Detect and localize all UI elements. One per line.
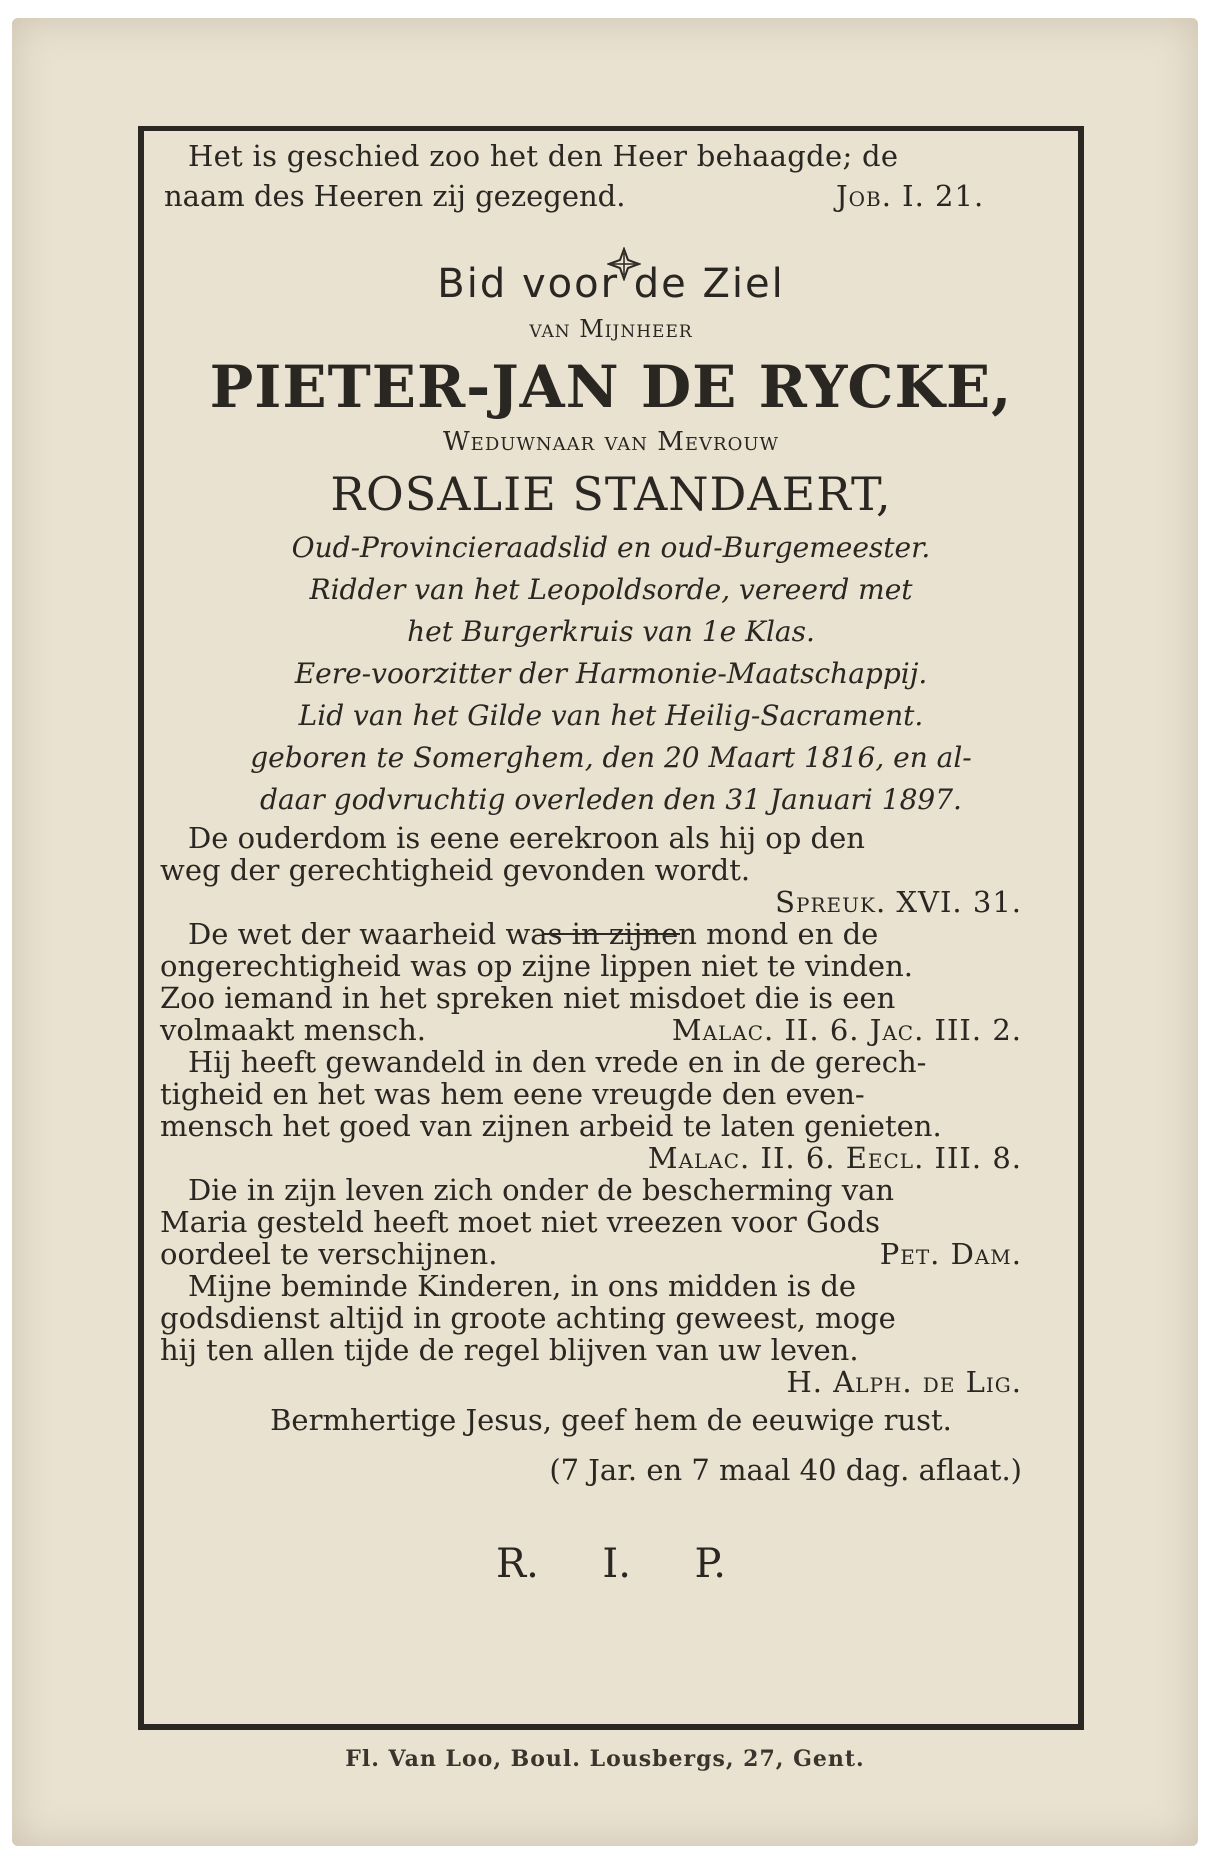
opening-quote-line-1: Het is geschied zoo het den Heer behaagde; de xyxy=(188,139,899,173)
quote-line: mensch het goed van zijnen arbeid te laten genieten. xyxy=(160,1109,942,1143)
title-line: Oud-Provincieraadslid en oud-Burgemeester. xyxy=(291,531,931,564)
quote-line: hij ten allen tijde de regel blijven van uw leven. xyxy=(160,1333,859,1367)
wife-name: ROSALIE STANDAERT, xyxy=(330,467,892,521)
quote-line: Hij heeft gewandeld in den vrede en in de gerech- xyxy=(188,1045,927,1079)
quote-line: ongerechtigheid was op zijne lippen niet te vinden. xyxy=(160,949,913,983)
memorial-card xyxy=(12,18,1198,1846)
title-line: Eere-voorzitter der Harmonie-Maatschappij. xyxy=(294,657,928,690)
quote-reference: H. Alph. de Lig. xyxy=(786,1365,1022,1399)
quote-line: weg der gerechtigheid gevonden wordt. xyxy=(160,853,751,887)
title-line: het Burgerkruis van 1e Klas. xyxy=(407,615,815,648)
rip: R. I. P. xyxy=(495,1541,727,1587)
quote-line: godsdienst altijd in groote achting geweest, moge xyxy=(160,1301,896,1335)
death-line: daar godvruchtig overleden den 31 Januari 1897. xyxy=(260,783,962,816)
opening-quote-line-2: naam des Heeren zij gezegend. xyxy=(164,179,626,213)
title-line: Lid van het Gilde van het Heilig-Sacrament. xyxy=(298,699,924,732)
printer-imprint: Fl. Van Loo, Boul. Lousbergs, 27, Gent. xyxy=(345,1746,865,1772)
quote-line: volmaakt mensch. xyxy=(160,1013,426,1047)
deceased-name: PIETER-JAN DE RYCKE, xyxy=(209,353,1013,421)
quote-line: Mijne beminde Kinderen, in ons midden is de xyxy=(188,1269,857,1303)
quote-line: Zoo iemand in het spreken niet misdoet die is een xyxy=(160,981,896,1015)
opening-quote-reference: Job. I. 21. xyxy=(836,179,985,213)
quote-reference: Spreuk. XVI. 31. xyxy=(775,885,1022,919)
van-mijnheer: van Mijnheer xyxy=(529,315,693,343)
widower-of: Weduwnaar van Mevrouw xyxy=(442,427,780,457)
birth-line: geboren te Somerghem, den 20 Maart 1816, en al- xyxy=(250,741,972,774)
indulgence-note: (7 Jar. en 7 maal 40 dag. aflaat.) xyxy=(549,1453,1022,1487)
card-frame xyxy=(138,126,1084,1730)
quote-line: Maria gesteld heeft moet niet vreezen voor Gods xyxy=(160,1205,881,1239)
quote-line: tigheid en het was hem eene vreugde den even- xyxy=(160,1077,865,1111)
prayer-title: Bid voor de Ziel xyxy=(437,261,785,307)
closing-prayer: Bermhertige Jesus, geef hem de eeuwige rust. xyxy=(270,1403,952,1437)
quote-line: oordeel te verschijnen. xyxy=(160,1237,498,1271)
quote-line: De ouderdom is eene eerekroon als hij op den xyxy=(188,821,865,855)
quote-line: De wet der waarheid was in zijnen mond en de xyxy=(188,917,879,951)
quote-reference: Malac. II. 6. Jac. III. 2. xyxy=(671,1013,1022,1047)
quote-reference: Pet. Dam. xyxy=(879,1237,1022,1271)
quote-reference: Malac. II. 6. Eecl. III. 8. xyxy=(647,1141,1022,1175)
title-line: Ridder van het Leopoldsorde, vereerd met xyxy=(309,573,913,606)
quote-line: Die in zijn leven zich onder de bescherming van xyxy=(188,1173,895,1207)
